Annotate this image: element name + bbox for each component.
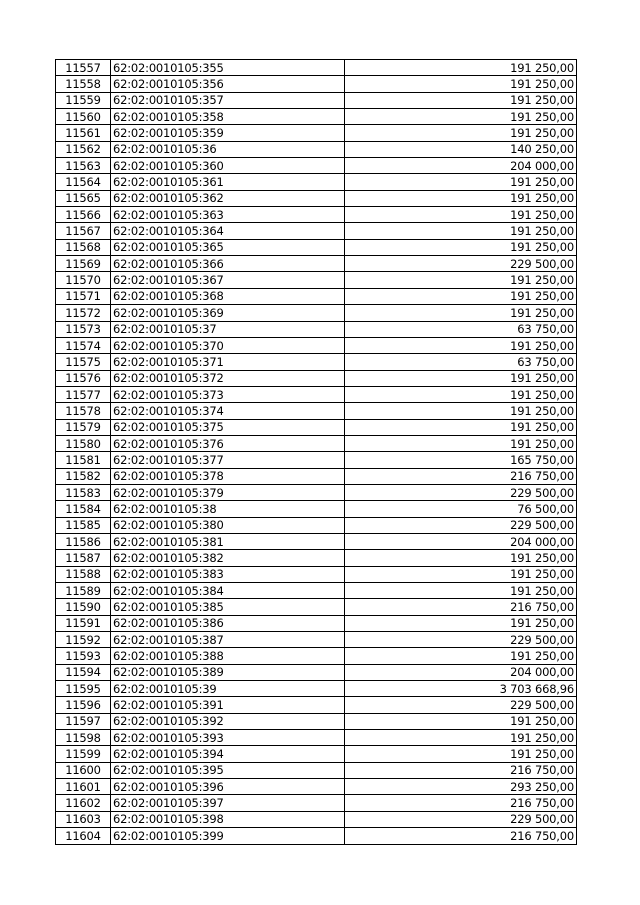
row-number: 11590 [56, 599, 111, 615]
cadastral-number: 62:02:0010105:385 [111, 599, 345, 615]
cadastral-value: 191 250,00 [345, 583, 577, 599]
cadastral-value: 191 250,00 [345, 92, 577, 108]
cadastral-number: 62:02:0010105:392 [111, 713, 345, 729]
cadastral-number: 62:02:0010105:365 [111, 239, 345, 255]
cadastral-number: 62:02:0010105:358 [111, 109, 345, 125]
table-row [56, 190, 577, 206]
table-row [56, 648, 577, 664]
row-number: 11577 [56, 386, 111, 402]
row-number: 11566 [56, 207, 111, 223]
cadastral-number: 62:02:0010105:394 [111, 746, 345, 762]
table-row [56, 615, 577, 631]
row-number: 11598 [56, 730, 111, 746]
table-row [56, 92, 577, 108]
row-number: 11559 [56, 92, 111, 108]
cadastral-number: 62:02:0010105:356 [111, 76, 345, 92]
cadastral-number: 62:02:0010105:357 [111, 92, 345, 108]
table-row [56, 811, 577, 827]
row-number: 11582 [56, 468, 111, 484]
cadastral-number: 62:02:0010105:359 [111, 125, 345, 141]
row-number: 11563 [56, 158, 111, 174]
cadastral-value: 191 250,00 [345, 305, 577, 321]
cadastral-number: 62:02:0010105:397 [111, 795, 345, 811]
cadastral-number: 62:02:0010105:386 [111, 615, 345, 631]
cadastral-number: 62:02:0010105:383 [111, 566, 345, 582]
cadastral-number: 62:02:0010105:370 [111, 337, 345, 353]
cadastral-value: 191 250,00 [345, 370, 577, 386]
cadastral-value: 216 750,00 [345, 599, 577, 615]
row-number: 11581 [56, 452, 111, 468]
cadastral-value: 191 250,00 [345, 615, 577, 631]
row-number: 11576 [56, 370, 111, 386]
row-number: 11561 [56, 125, 111, 141]
cadastral-number: 62:02:0010105:363 [111, 207, 345, 223]
row-number: 11591 [56, 615, 111, 631]
cadastral-value: 229 500,00 [345, 484, 577, 500]
cadastral-number: 62:02:0010105:396 [111, 779, 345, 795]
cadastral-number: 62:02:0010105:374 [111, 403, 345, 419]
cadastral-number: 62:02:0010105:379 [111, 484, 345, 500]
row-number: 11593 [56, 648, 111, 664]
cadastral-value: 204 000,00 [345, 158, 577, 174]
table-row [56, 713, 577, 729]
table-row [56, 305, 577, 321]
cadastral-value: 63 750,00 [345, 321, 577, 337]
table-row [56, 501, 577, 517]
cadastral-number: 62:02:0010105:369 [111, 305, 345, 321]
cadastral-value: 229 500,00 [345, 697, 577, 713]
cadastral-number: 62:02:0010105:355 [111, 60, 345, 76]
cadastral-value: 191 250,00 [345, 272, 577, 288]
cadastral-value: 76 500,00 [345, 501, 577, 517]
table-row [56, 550, 577, 566]
cadastral-value: 204 000,00 [345, 664, 577, 680]
table-row [56, 664, 577, 680]
cadastral-value: 63 750,00 [345, 354, 577, 370]
table-row [56, 288, 577, 304]
cadastral-number: 62:02:0010105:387 [111, 632, 345, 648]
cadastral-number: 62:02:0010105:373 [111, 386, 345, 402]
cadastral-value: 191 250,00 [345, 60, 577, 76]
table-row [56, 386, 577, 402]
row-number: 11562 [56, 141, 111, 157]
cadastral-number: 62:02:0010105:364 [111, 223, 345, 239]
row-number: 11574 [56, 337, 111, 353]
cadastral-value: 216 750,00 [345, 762, 577, 778]
row-number: 11589 [56, 583, 111, 599]
row-number: 11604 [56, 828, 111, 844]
row-number: 11558 [56, 76, 111, 92]
cadastral-value: 191 250,00 [345, 190, 577, 206]
cadastral-number: 62:02:0010105:378 [111, 468, 345, 484]
cadastral-number: 62:02:0010105:36 [111, 141, 345, 157]
cadastral-value: 293 250,00 [345, 779, 577, 795]
cadastral-value: 191 250,00 [345, 730, 577, 746]
cadastral-value: 191 250,00 [345, 403, 577, 419]
cadastral-value: 191 250,00 [345, 550, 577, 566]
table-row [56, 174, 577, 190]
cadastral-number: 62:02:0010105:360 [111, 158, 345, 174]
row-number: 11584 [56, 501, 111, 517]
cadastral-value: 229 500,00 [345, 632, 577, 648]
row-number: 11602 [56, 795, 111, 811]
cadastral-value: 191 250,00 [345, 109, 577, 125]
table-row [56, 354, 577, 370]
cadastral-value: 3 703 668,96 [345, 681, 577, 697]
cadastral-value: 191 250,00 [345, 174, 577, 190]
table-row [56, 419, 577, 435]
row-number: 11600 [56, 762, 111, 778]
cadastral-value: 191 250,00 [345, 386, 577, 402]
cadastral-value: 229 500,00 [345, 256, 577, 272]
row-number: 11560 [56, 109, 111, 125]
cadastral-number: 62:02:0010105:389 [111, 664, 345, 680]
cadastral-number: 62:02:0010105:368 [111, 288, 345, 304]
cadastral-value: 191 250,00 [345, 648, 577, 664]
cadastral-value: 229 500,00 [345, 811, 577, 827]
cadastral-number: 62:02:0010105:371 [111, 354, 345, 370]
row-number: 11585 [56, 517, 111, 533]
table-row [56, 321, 577, 337]
row-number: 11586 [56, 533, 111, 549]
cadastral-number: 62:02:0010105:380 [111, 517, 345, 533]
table-row [56, 484, 577, 500]
table-row [56, 681, 577, 697]
cadastral-value: 191 250,00 [345, 746, 577, 762]
cadastral-value: 191 250,00 [345, 566, 577, 582]
cadastral-value: 216 750,00 [345, 468, 577, 484]
cadastral-number: 62:02:0010105:395 [111, 762, 345, 778]
row-number: 11565 [56, 190, 111, 206]
row-number: 11595 [56, 681, 111, 697]
cadastral-number: 62:02:0010105:381 [111, 533, 345, 549]
table-row [56, 468, 577, 484]
row-number: 11596 [56, 697, 111, 713]
table-row [56, 158, 577, 174]
cadastral-value: 165 750,00 [345, 452, 577, 468]
cadastral-number: 62:02:0010105:38 [111, 501, 345, 517]
table-row [56, 435, 577, 451]
table-row [56, 779, 577, 795]
table-row [56, 60, 577, 76]
cadastral-value: 216 750,00 [345, 795, 577, 811]
cadastral-number: 62:02:0010105:384 [111, 583, 345, 599]
cadastral-value: 191 250,00 [345, 435, 577, 451]
cadastral-value: 216 750,00 [345, 828, 577, 844]
row-number: 11573 [56, 321, 111, 337]
cadastral-number: 62:02:0010105:376 [111, 435, 345, 451]
cadastral-value: 191 250,00 [345, 337, 577, 353]
table-body [56, 60, 577, 845]
row-number: 11564 [56, 174, 111, 190]
table-row [56, 207, 577, 223]
cadastral-value: 191 250,00 [345, 288, 577, 304]
row-number: 11592 [56, 632, 111, 648]
table-row [56, 762, 577, 778]
table-row [56, 337, 577, 353]
row-number: 11580 [56, 435, 111, 451]
cadastral-number: 62:02:0010105:388 [111, 648, 345, 664]
table-row [56, 403, 577, 419]
cadastral-number: 62:02:0010105:39 [111, 681, 345, 697]
cadastral-number: 62:02:0010105:375 [111, 419, 345, 435]
cadastral-number: 62:02:0010105:367 [111, 272, 345, 288]
row-number: 11569 [56, 256, 111, 272]
row-number: 11568 [56, 239, 111, 255]
row-number: 11575 [56, 354, 111, 370]
row-number: 11587 [56, 550, 111, 566]
table-row [56, 76, 577, 92]
cadastral-number: 62:02:0010105:382 [111, 550, 345, 566]
table-row [56, 109, 577, 125]
table-row [56, 141, 577, 157]
table-row [56, 452, 577, 468]
cadastral-value: 229 500,00 [345, 517, 577, 533]
cadastral-number: 62:02:0010105:391 [111, 697, 345, 713]
table-row [56, 583, 577, 599]
row-number: 11567 [56, 223, 111, 239]
cadastral-number: 62:02:0010105:372 [111, 370, 345, 386]
table-row [56, 730, 577, 746]
row-number: 11594 [56, 664, 111, 680]
cadastral-number: 62:02:0010105:393 [111, 730, 345, 746]
cadastral-value: 191 250,00 [345, 76, 577, 92]
cadastral-value: 191 250,00 [345, 713, 577, 729]
cadastral-value: 191 250,00 [345, 419, 577, 435]
cadastral-value: 191 250,00 [345, 223, 577, 239]
table-row [56, 125, 577, 141]
table-row [56, 533, 577, 549]
table-row [56, 697, 577, 713]
cadastral-value: 191 250,00 [345, 239, 577, 255]
table-row [56, 370, 577, 386]
table-row [56, 795, 577, 811]
cadastral-value-table [55, 59, 577, 845]
row-number: 11603 [56, 811, 111, 827]
table-row [56, 566, 577, 582]
cadastral-number: 62:02:0010105:366 [111, 256, 345, 272]
cadastral-value: 140 250,00 [345, 141, 577, 157]
table-row [56, 828, 577, 844]
cadastral-number: 62:02:0010105:399 [111, 828, 345, 844]
row-number: 11570 [56, 272, 111, 288]
row-number: 11597 [56, 713, 111, 729]
row-number: 11579 [56, 419, 111, 435]
table-row [56, 517, 577, 533]
table-row [56, 632, 577, 648]
row-number: 11578 [56, 403, 111, 419]
cadastral-number: 62:02:0010105:362 [111, 190, 345, 206]
cadastral-number: 62:02:0010105:37 [111, 321, 345, 337]
cadastral-value: 191 250,00 [345, 207, 577, 223]
table-row [56, 272, 577, 288]
table-row [56, 239, 577, 255]
cadastral-number: 62:02:0010105:398 [111, 811, 345, 827]
table-row [56, 599, 577, 615]
row-number: 11572 [56, 305, 111, 321]
table-row [56, 256, 577, 272]
row-number: 11557 [56, 60, 111, 76]
cadastral-value: 204 000,00 [345, 533, 577, 549]
row-number: 11601 [56, 779, 111, 795]
row-number: 11599 [56, 746, 111, 762]
row-number: 11571 [56, 288, 111, 304]
cadastral-value: 191 250,00 [345, 125, 577, 141]
cadastral-number: 62:02:0010105:361 [111, 174, 345, 190]
row-number: 11583 [56, 484, 111, 500]
cadastral-number: 62:02:0010105:377 [111, 452, 345, 468]
table-row [56, 746, 577, 762]
table-row [56, 223, 577, 239]
row-number: 11588 [56, 566, 111, 582]
